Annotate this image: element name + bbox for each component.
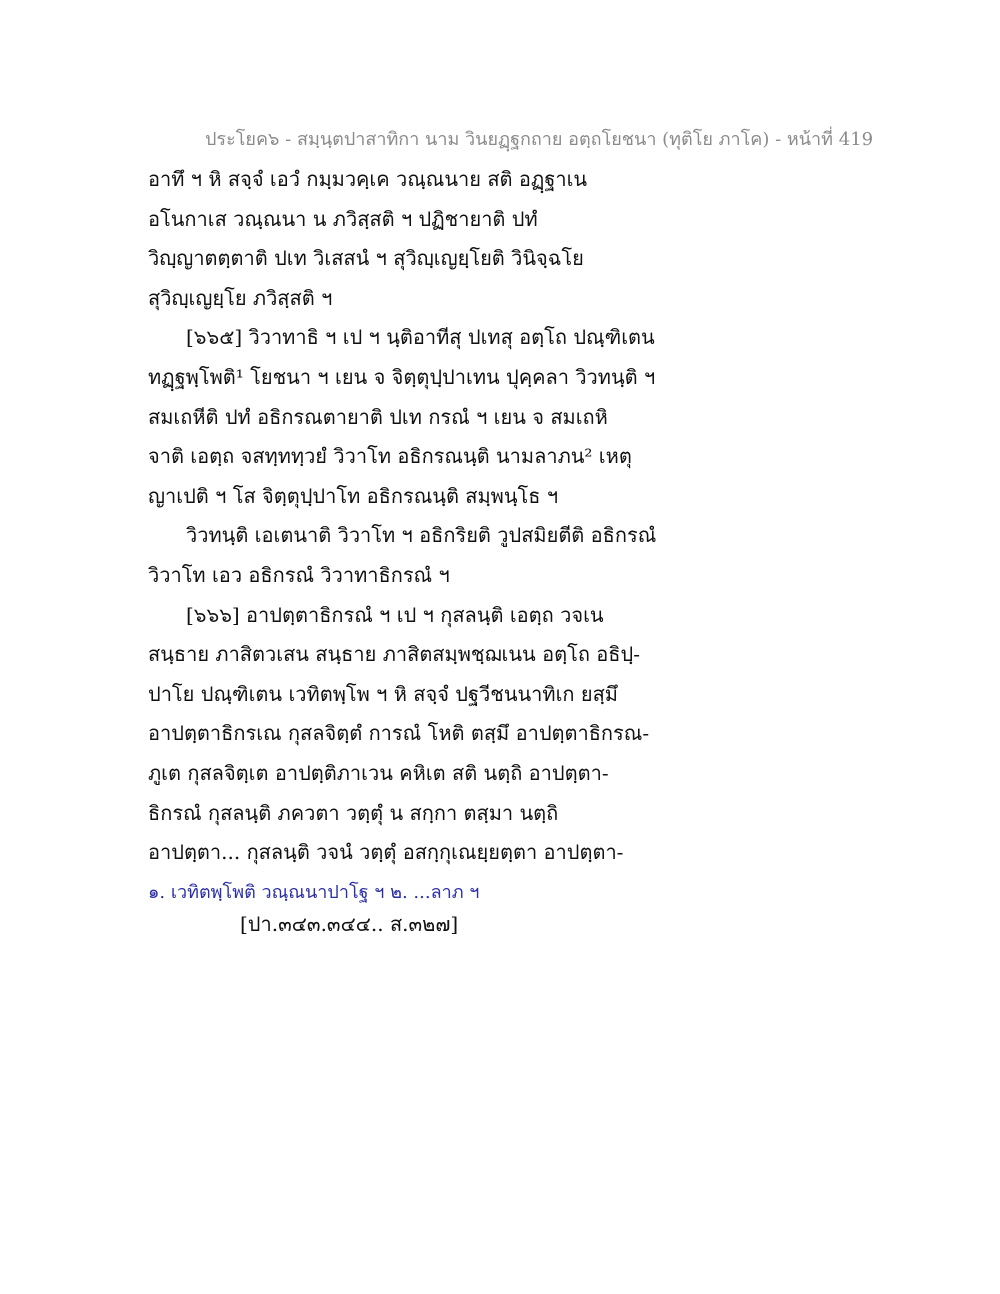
text-line: ธิกรณํ กุสลนฺติ ภควตา วตฺตุํ น สกฺกา ตสฺมา นตฺถิ bbox=[148, 800, 559, 825]
text-line: วิญฺญาตตฺตาติ ปเท วิเสสนํ ฯ สุวิญฺเญยฺโยติ วินิจฺฉโย bbox=[148, 246, 584, 271]
text-line: ปาโย ปณฺฑิเตน เวทิตพฺโพ ฯ หิ สจฺจํ ปฐวีชนนาทิเก ยสฺมึ bbox=[148, 681, 618, 706]
page-reference: [ปา.๓๔๓.๓๔๔.. ส.๓๒๗] bbox=[240, 912, 459, 936]
page-header: ประโยค๖ - สมฺนฺตปาสาทิกา นาม วินยฏฺฐกถาย อตฺถโยชนา (ทุติโย ภาโค) - หน้าที่ 419 bbox=[205, 129, 874, 150]
body-text bbox=[148, 160, 848, 912]
text-line: จาติ เอตฺถ จสทฺททฺวยํ วิวาโท อธิกรณนฺติ นามลาภน² เหตุ bbox=[148, 444, 632, 469]
footnote: ๑. เวทิตพฺโพติ วณฺณนาปาโฐ ฯ ๒. ...ลาภ ฯ bbox=[148, 881, 480, 903]
text-line: วิวาโท เอว อธิกรณํ วิวาทาธิกรณํ ฯ bbox=[148, 562, 450, 587]
text-line: อาปตฺตา... กุสลนฺติ วจนํ วตฺตุํ อสกฺกุเณยฺยตฺตา อาปตฺตา- bbox=[148, 840, 624, 865]
text-line: ญาเปติ ฯ โส จิตฺตุปฺปาโท อธิกรณนฺติ สมฺพนฺโธ ฯ bbox=[148, 483, 559, 508]
text-line: ภูเต กุสลจิตฺเต อาปตฺติภาเวน คหิเต สติ นตฺถิ อาปตฺตา- bbox=[148, 760, 609, 785]
text-line: [๖๖๖] อาปตฺตาธิกรณํ ฯ เป ฯ กุสลนฺติ เอตฺถ วจเน bbox=[186, 602, 604, 627]
text-line: สนฺธาย ภาสิตวเสน สนฺธาย ภาสิตสมฺพชฺฌเนน อตฺโถ อธิปฺ- bbox=[148, 642, 640, 667]
text-line: สุวิญฺเญยฺโย ภวิสฺสติ ฯ bbox=[148, 285, 333, 310]
text-line: อาปตฺตาธิกรเณ กุสลจิตฺตํ การณํ โหติ ตสฺมึ อาปตฺตาธิกรณ- bbox=[148, 721, 650, 746]
text-line: อโนกาเส วณฺณนา น ภวิสฺสติ ฯ ปฏิชายาติ ปทํ bbox=[148, 206, 538, 231]
text-line: ทฏฺฐพฺโพติ¹ โยชนา ฯ เยน จ จิตฺตุปฺปาเทน ปุคฺคลา วิวทนฺติ ฯ bbox=[148, 364, 656, 389]
text-line: อาทึ ฯ หิ สจฺจํ เอวํ กมฺมวคฺเค วณฺณนาย สติ อฏฺฐาเน bbox=[148, 167, 588, 191]
text-line: สมเถหีติ ปทํ อธิกรณตายาติ ปเท กรณํ ฯ เยน จ สมเถหิ bbox=[148, 404, 608, 429]
text-line: [๖๖๕] วิวาทาธิ ฯ เป ฯ นฺติอาทีสุ ปเทสุ อตฺโถ ปณฺฑิเตน bbox=[186, 325, 655, 350]
text-line: วิวทนฺติ เอเตนาติ วิวาโท ฯ อธิกริยติ วูปสมิยตีติ อธิกรณํ bbox=[186, 523, 657, 548]
